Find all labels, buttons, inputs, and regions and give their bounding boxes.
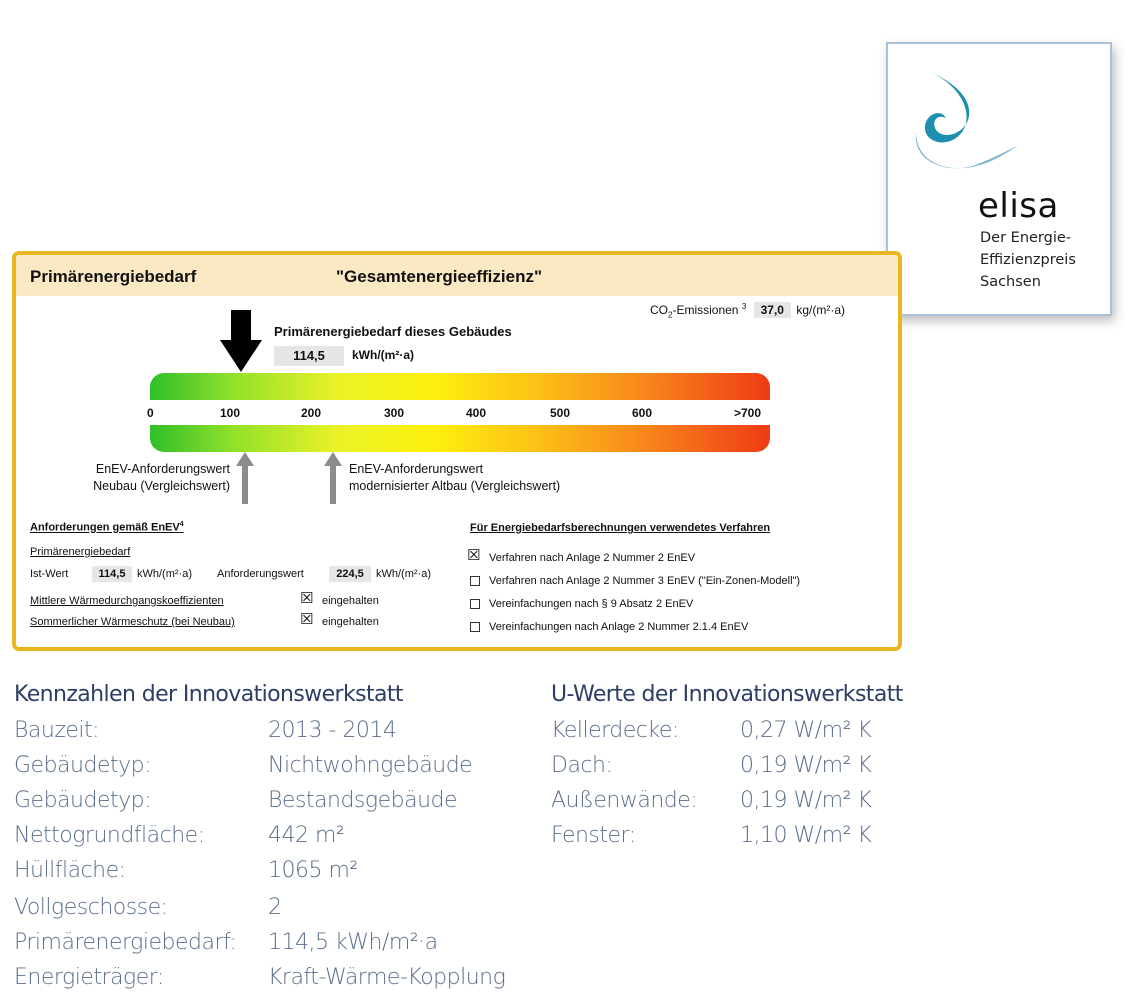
logo-subtitle-line-1: Der Energie- — [980, 230, 1072, 246]
method-option-label: Vereinfachungen nach § 9 Absatz 2 EnEV — [489, 598, 694, 610]
co2-label-prefix: CO — [650, 303, 668, 317]
kennzahl-value: 442 m² — [268, 823, 345, 848]
u-value-requirement-status: eingehalten — [322, 595, 379, 607]
co2-value: 37,0 — [754, 302, 791, 318]
method-option-checkbox[interactable] — [470, 599, 480, 609]
kennzahl-value: 2 — [268, 895, 282, 920]
elisa-swirl-logo-icon — [908, 54, 1028, 184]
ist-unit: kWh/(m²·a) — [137, 568, 192, 580]
kennzahl-value: Kraft-Wärme-Kopplung — [268, 965, 506, 990]
enev-title-footnote: 4 — [179, 521, 184, 528]
ist-value: 114,5 — [92, 566, 132, 582]
u-wert-label: Dach: — [551, 753, 613, 778]
scale-tick: 100 — [220, 406, 241, 420]
requirement-old-line-1: EnEV-Anforderungswert — [349, 462, 484, 476]
co2-label-sub: 2 — [668, 310, 673, 320]
kennzahl-label: Energieträger: — [14, 965, 164, 990]
elisa-logo-card — [886, 42, 1112, 316]
anforderungswert-unit: kWh/(m²·a) — [376, 568, 431, 580]
method-option-label: Vereinfachungen nach Anlage 2 Nummer 2.1.4 EnEV — [489, 621, 749, 633]
method-option-label: Verfahren nach Anlage 2 Nummer 3 EnEV ("Ein-Zonen-Modell") — [489, 575, 801, 587]
requirement-new-line-1: EnEV-Anforderungswert — [95, 462, 230, 476]
kennzahlen-title: Kennzahlen der Innovationswerkstatt — [14, 682, 403, 707]
kennzahl-label: Gebäudetyp: — [14, 788, 151, 813]
scale-tick: 500 — [550, 406, 571, 420]
logo-subtitle-line-2: Effizienzpreis — [980, 252, 1076, 268]
building-demand-unit: kWh/(m²·a) — [352, 348, 414, 362]
energy-scale-bar-bottom — [150, 425, 770, 452]
building-demand-value: 114,5 — [274, 346, 344, 366]
calculation-method-title: Für Energiebedarfsberechnungen verwendetes Verfahren — [470, 522, 771, 534]
header-total-efficiency: "Gesamtenergieeffizienz" — [336, 267, 543, 286]
method-option-checkbox[interactable] — [470, 622, 480, 632]
anforderungswert-value: 224,5 — [329, 566, 371, 582]
checked-x-icon: ☒ — [300, 611, 314, 628]
u-wert-label: Fenster: — [551, 823, 636, 848]
u-wert-value: 0,19 W/m² K — [740, 788, 872, 813]
kennzahl-value: 1065 m² — [268, 858, 358, 883]
kennzahl-label: Gebäudetyp: — [14, 753, 151, 778]
kennzahl-value: Nichtwohngebäude — [268, 753, 473, 778]
u-wert-value: 0,27 W/m² K — [740, 718, 872, 743]
requirement-new-line-2: Neubau (Vergleichswert) — [93, 479, 230, 493]
requirement-old-line-2: modernisierter Altbau (Vergleichswert) — [349, 479, 561, 493]
method-option-checkbox[interactable]: ☒ — [467, 547, 481, 564]
u-wert-value: 1,10 W/m² K — [740, 823, 872, 848]
u-werte-title: U-Werte der Innovationswerkstatt — [551, 682, 903, 707]
method-option-checkbox[interactable] — [470, 576, 480, 586]
energy-certificate — [12, 251, 902, 651]
requirement-new-building — [70, 461, 230, 495]
u-wert-value: 0,19 W/m² K — [740, 753, 872, 778]
anforderungswert-label: Anforderungswert — [217, 568, 304, 580]
summer-protection-status: eingehalten — [322, 616, 379, 628]
kennzahl-value: 2013 - 2014 — [268, 718, 397, 743]
scale-tick: 0 — [147, 406, 154, 420]
primary-energy-subtitle: Primärenergiebedarf — [30, 546, 131, 558]
kennzahl-value: 114,5 kWh/m²·a — [268, 930, 438, 955]
old-building-arrow-icon — [324, 452, 342, 504]
co2-emissions — [650, 302, 845, 319]
new-building-arrow-icon — [236, 452, 254, 504]
requirement-old-building — [349, 461, 560, 495]
co2-label-suffix: -Emissionen — [672, 303, 739, 317]
enev-requirements-title-text: Anforderungen gemäß EnEV — [30, 521, 180, 534]
co2-footnote: 3 — [741, 302, 747, 311]
header-primary-energy: Primärenergiebedarf — [30, 267, 197, 286]
scale-tick: 200 — [301, 406, 322, 420]
enev-requirements-title — [30, 521, 184, 534]
kennzahl-value: Bestandsgebäude — [268, 788, 458, 813]
logo-wordmark: elisa — [978, 186, 1059, 226]
kennzahl-label: Hüllfläche: — [14, 858, 126, 883]
kennzahl-label: Vollgeschosse: — [14, 895, 168, 920]
scale-tick: 600 — [632, 406, 653, 420]
scale-tick: 400 — [466, 406, 487, 420]
kennzahl-label: Nettogrundfläche: — [14, 823, 205, 848]
summer-protection-label: Sommerlicher Wärmeschutz (bei Neubau) — [30, 616, 235, 628]
u-wert-label: Kellerdecke: — [551, 718, 679, 743]
scale-tick: >700 — [734, 406, 762, 420]
ist-label: Ist-Wert — [30, 568, 69, 580]
logo-subtitle-line-3: Sachsen — [980, 274, 1041, 290]
energy-scale-bar-top — [150, 373, 770, 400]
co2-unit: kg/(m²·a) — [796, 303, 845, 317]
building-demand-label: Primärenergiebedarf dieses Gebäudes — [274, 324, 512, 339]
checked-x-icon: ☒ — [300, 590, 314, 607]
method-option-label: Verfahren nach Anlage 2 Nummer 2 EnEV — [489, 552, 696, 564]
building-demand-arrow-icon — [220, 310, 262, 372]
kennzahl-label: Primärenergiebedarf: — [14, 930, 237, 955]
scale-tick: 300 — [384, 406, 405, 420]
u-value-requirement-label: Mittlere Wärmedurchgangskoeffizienten — [30, 595, 224, 607]
kennzahl-label: Bauzeit: — [14, 718, 100, 743]
certificate-header — [16, 255, 898, 296]
u-wert-label: Außenwände: — [551, 788, 698, 813]
